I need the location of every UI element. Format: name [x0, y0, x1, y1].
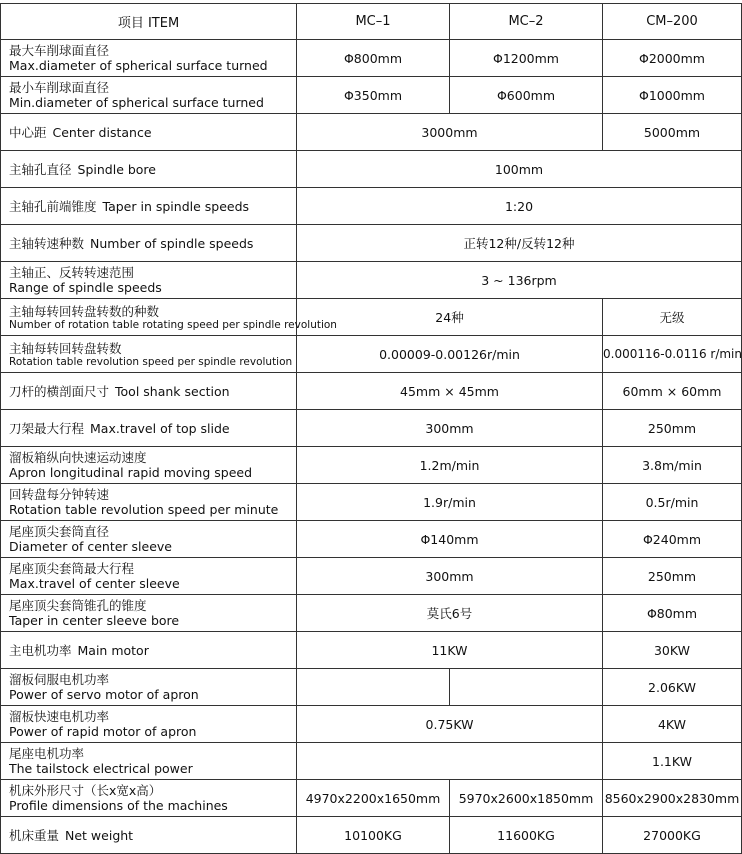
- cell-value: 300mm: [297, 410, 603, 447]
- label-zh: 溜板箱纵向快速运动速度: [9, 450, 147, 465]
- label-en: Tool shank section: [115, 384, 230, 399]
- label-en: Rotation table revolution speed per spindle revolution: [9, 355, 293, 368]
- table-row: [1, 780, 742, 817]
- label-zh: 主轴孔前端锥度: [9, 199, 97, 214]
- table-row: [1, 558, 742, 595]
- cell-value: 3 ~ 136rpm: [297, 262, 742, 299]
- label-zh: 尾座顶尖套筒直径: [9, 524, 110, 539]
- cell-value: 250mm: [603, 410, 742, 447]
- row-label: [1, 373, 297, 410]
- cell-value: 45mm × 45mm: [297, 373, 603, 410]
- label-zh: 主轴转速种数: [9, 236, 85, 251]
- label-en: The tailstock electrical power: [9, 761, 193, 776]
- table-row: [1, 262, 742, 299]
- row-label: [1, 225, 297, 262]
- row-label: [1, 262, 297, 299]
- label-zh: 主电机功率: [9, 643, 72, 658]
- label-en: Max.travel of top slide: [90, 421, 230, 436]
- cell-value: 60mm × 60mm: [603, 373, 742, 410]
- label-en: Rotation table revolution speed per minute: [9, 502, 279, 517]
- cell-value: 4KW: [603, 706, 742, 743]
- cell-value: 27000KG: [603, 817, 742, 854]
- cell-value: Φ600mm: [450, 77, 603, 114]
- cell-value: 3000mm: [297, 114, 603, 151]
- label-en: Diameter of center sleeve: [9, 539, 172, 554]
- cell-value: 24种: [297, 299, 603, 336]
- cell-value: 3.8m/min: [603, 447, 742, 484]
- row-label: [1, 780, 297, 817]
- cell-value: 1.2m/min: [297, 447, 603, 484]
- spec-table: [0, 3, 742, 854]
- cell-value: 8560x2900x2830mm: [603, 780, 742, 817]
- label-en: Taper in center sleeve bore: [9, 613, 180, 628]
- cell-value: 无级: [603, 299, 742, 336]
- label-zh: 机床外形尺寸（长x宽x高）: [9, 783, 162, 798]
- label-zh: 尾座顶尖套筒最大行程: [9, 561, 135, 576]
- label-en: Net weight: [65, 828, 134, 843]
- cell-value: 5970x2600x1850mm: [450, 780, 603, 817]
- row-label: [1, 632, 297, 669]
- label-en: Power of servo motor of apron: [9, 687, 199, 702]
- cell-value: 11KW: [297, 632, 603, 669]
- table-row: [1, 632, 742, 669]
- row-label: [1, 77, 297, 114]
- label-en: Center distance: [52, 125, 152, 140]
- label-zh: 刀架最大行程: [9, 421, 85, 436]
- label-en: Power of rapid motor of apron: [9, 724, 197, 739]
- label-zh: 最小车削球面直径: [9, 80, 110, 95]
- row-label: [1, 151, 297, 188]
- cell-value: 5000mm: [603, 114, 742, 151]
- label-en: Spindle bore: [77, 162, 156, 177]
- header-item: 项目 ITEM: [1, 4, 297, 40]
- cell-value: [297, 669, 450, 706]
- table-row: [1, 373, 742, 410]
- cell-value: Φ240mm: [603, 521, 742, 558]
- table-row: [1, 188, 742, 225]
- cell-value: Φ350mm: [297, 77, 450, 114]
- label-en: Number of rotation table rotating speed per spindle revolution: [9, 318, 337, 331]
- label-en: Min.diameter of spherical surface turned: [9, 95, 264, 110]
- cell-value: Φ2000mm: [603, 40, 742, 77]
- table-row: [1, 336, 742, 373]
- row-label: [1, 336, 297, 373]
- row-label: [1, 447, 297, 484]
- table-row: [1, 114, 742, 151]
- label-zh: 机床重量: [9, 828, 60, 843]
- table-row: [1, 151, 742, 188]
- cell-value: 4970x2200x1650mm: [297, 780, 450, 817]
- table-row: [1, 299, 742, 336]
- cell-value: 2.06KW: [603, 669, 742, 706]
- table-row: [1, 595, 742, 632]
- cell-value: [450, 669, 603, 706]
- row-label: [1, 743, 297, 780]
- row-label: [1, 817, 297, 854]
- cell-value: 0.000116-0.0116 r/min: [603, 336, 742, 373]
- table-row: [1, 484, 742, 521]
- cell-value: 250mm: [603, 558, 742, 595]
- row-label: [1, 595, 297, 632]
- label-zh: 主轴每转回转盘转数: [9, 340, 122, 356]
- cell-value: 1:20: [297, 188, 742, 225]
- table-row: [1, 706, 742, 743]
- row-label: [1, 521, 297, 558]
- cell-value: 30KW: [603, 632, 742, 669]
- label-en: Max.travel of center sleeve: [9, 576, 180, 591]
- row-label: [1, 114, 297, 151]
- table-row: [1, 669, 742, 706]
- cell-value: Φ1000mm: [603, 77, 742, 114]
- cell-value: 1.9r/min: [297, 484, 603, 521]
- cell-value: 0.5r/min: [603, 484, 742, 521]
- label-zh: 溜板快速电机功率: [9, 709, 110, 724]
- cell-value: 莫氏6号: [297, 595, 603, 632]
- label-en: Taper in spindle speeds: [102, 199, 250, 214]
- label-zh: 尾座顶尖套筒锥孔的锥度: [9, 598, 147, 613]
- header-model-mc2: MC–2: [450, 4, 603, 40]
- row-label: [1, 410, 297, 447]
- cell-value: Φ800mm: [297, 40, 450, 77]
- cell-value: 0.75KW: [297, 706, 603, 743]
- cell-value: Φ80mm: [603, 595, 742, 632]
- row-label: [1, 558, 297, 595]
- cell-value: 0.00009-0.00126r/min: [297, 336, 603, 373]
- label-en: Number of spindle speeds: [90, 236, 254, 251]
- row-label: [1, 299, 337, 336]
- cell-value: 10100KG: [297, 817, 450, 854]
- label-zh: 主轴正、反转转速范围: [9, 265, 135, 280]
- table-row: [1, 521, 742, 558]
- row-label: [1, 484, 297, 521]
- label-en: Range of spindle speeds: [9, 280, 162, 295]
- label-zh: 主轴每转回转盘转数的种数: [9, 303, 160, 319]
- label-zh: 溜板伺服电机功率: [9, 672, 110, 687]
- header-row: [1, 4, 742, 40]
- header-model-mc1: MC–1: [297, 4, 450, 40]
- label-en: Max.diameter of spherical surface turned: [9, 58, 268, 73]
- label-zh: 回转盘每分钟转速: [9, 487, 110, 502]
- table-row: [1, 77, 742, 114]
- cell-value: Φ140mm: [297, 521, 603, 558]
- row-label: [1, 40, 297, 77]
- header-model-cm200: CM–200: [603, 4, 742, 40]
- cell-value: 100mm: [297, 151, 742, 188]
- table-row: [1, 743, 742, 780]
- label-zh: 刀杆的横剖面尺寸: [9, 384, 110, 399]
- label-en: Profile dimensions of the machines: [9, 798, 228, 813]
- cell-value: 1.1KW: [603, 743, 742, 780]
- row-label: [1, 669, 297, 706]
- row-label: [1, 188, 297, 225]
- table-row: [1, 817, 742, 854]
- cell-value: [297, 743, 603, 780]
- label-en: Apron longitudinal rapid moving speed: [9, 465, 253, 480]
- label-zh: 最大车削球面直径: [9, 43, 110, 58]
- cell-value: 11600KG: [450, 817, 603, 854]
- cell-value: Φ1200mm: [450, 40, 603, 77]
- label-en: Main motor: [77, 643, 149, 658]
- table-row: [1, 40, 742, 77]
- label-zh: 主轴孔直径: [9, 162, 72, 177]
- label-zh: 尾座电机功率: [9, 746, 85, 761]
- cell-value: 正转12种/反转12种: [297, 225, 742, 262]
- label-zh: 中心距: [9, 125, 47, 140]
- table-row: [1, 225, 742, 262]
- row-label: [1, 706, 297, 743]
- table-row: [1, 410, 742, 447]
- cell-value: 300mm: [297, 558, 603, 595]
- table-row: [1, 447, 742, 484]
